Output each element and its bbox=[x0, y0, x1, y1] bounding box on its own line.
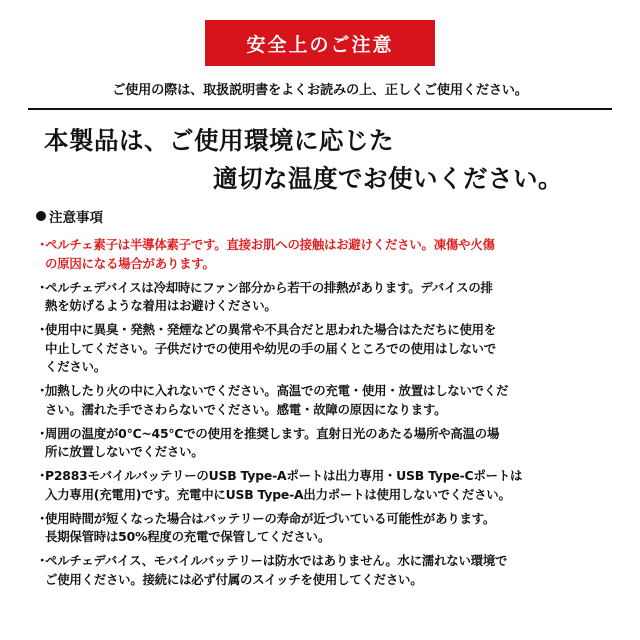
note-line: ペルチェ素子は半導体素子です。直接お肌への接触はお避けください。凍傷や火傷 bbox=[45, 237, 495, 252]
note-line: 加熱したり火の中に入れないでください。高温での充電・使用・放置はしないでくだ bbox=[45, 383, 509, 398]
note-item bbox=[36, 279, 616, 316]
note-line: ペルチェデバイスは冷却時にファン部分から若干の排熱があります。デバイスの排 bbox=[45, 279, 493, 295]
divider-line bbox=[28, 108, 612, 110]
note-item bbox=[36, 321, 616, 377]
note-bullet: ・ bbox=[36, 553, 49, 568]
note-item bbox=[36, 510, 616, 547]
note-line: さい。濡れた手でさわらないでください。感電・故障の原因になります。 bbox=[45, 401, 447, 417]
instruction-subtitle: ご使用の際は、取扱説明書をよくお読みの上、正しくご使用ください。 bbox=[112, 83, 528, 98]
note-bullet: ・ bbox=[36, 510, 49, 526]
note-line: 所に放置しないでください。 bbox=[45, 444, 204, 459]
notes-list bbox=[36, 236, 616, 595]
note-line: ください。 bbox=[45, 359, 106, 374]
note-line: 使用時間が短くなった場合はバッテリーの寿命が近づいている可能性があります。 bbox=[45, 510, 496, 526]
note-item bbox=[36, 236, 616, 273]
note-line: 入力専用(充電用)です。充電中にUSB Type-A出力ポートは使用しないでください。 bbox=[45, 486, 511, 502]
notes-heading-label: 注意事項 bbox=[49, 210, 103, 226]
note-line: の原因になる場合があります。 bbox=[45, 255, 215, 271]
headline-line-1: 本製品は、ご使用環境に応じた bbox=[44, 126, 394, 155]
note-line: 中止してください。子供だけでの使用や幼児の手の届くところでの使用はしないで bbox=[45, 340, 496, 356]
note-bullet: ・ bbox=[36, 237, 49, 252]
notes-heading bbox=[36, 206, 103, 226]
bullet-dot-icon bbox=[36, 211, 46, 221]
note-line: 熱を妨げるような着用はお避けください。 bbox=[45, 298, 277, 313]
note-bullet: ・ bbox=[36, 425, 49, 441]
note-item bbox=[36, 552, 616, 589]
note-line: ペルチェデバイス、モバイルバッテリーは防水ではありません。水に濡れない環境で bbox=[45, 553, 508, 568]
note-line: 長期保管時は50%程度の充電で保管してください。 bbox=[45, 529, 331, 544]
note-line: 周囲の温度が0℃~45℃での使用を推奨します。直射日光のあたる場所や高温の場 bbox=[45, 425, 500, 441]
note-line: 使用中に異臭・発熱・発煙などの異常や不具合だと思われた場合はただちに使用を bbox=[45, 322, 497, 337]
note-item bbox=[36, 382, 616, 419]
note-item bbox=[36, 425, 616, 462]
headline-line-2: 適切な温度でお使いください。 bbox=[213, 164, 563, 193]
note-line: ご使用ください。接続には必ず付属のスイッチを使用してください。 bbox=[45, 571, 423, 587]
banner-title: 安全上のご注意 bbox=[246, 33, 394, 56]
note-line: P2883モバイルバッテリーのUSB Type-Aポートは出力専用・USB Type-Cポートは bbox=[45, 468, 523, 483]
note-bullet: ・ bbox=[36, 383, 49, 398]
note-bullet: ・ bbox=[36, 468, 49, 483]
note-item bbox=[36, 467, 616, 504]
note-bullet: ・ bbox=[36, 322, 49, 337]
note-bullet: ・ bbox=[36, 279, 49, 295]
safety-banner bbox=[205, 20, 435, 66]
